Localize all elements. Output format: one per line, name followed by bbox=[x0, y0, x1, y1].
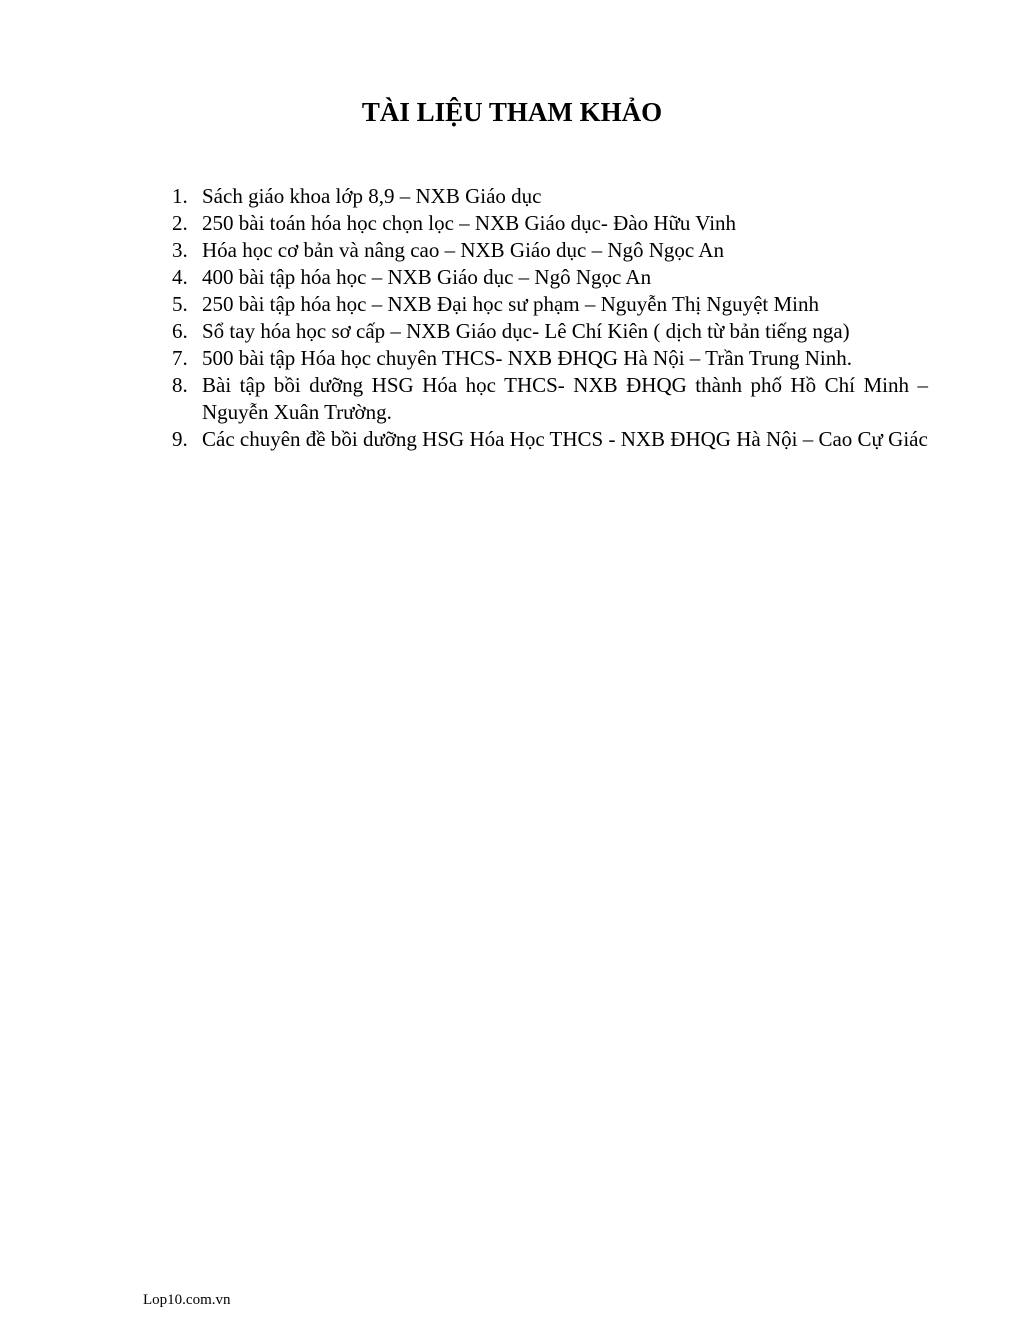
reference-text: 250 bài toán hóa học chọn lọc – NXB Giáo dục- Đào Hữu Vinh bbox=[202, 211, 737, 235]
reference-text: Sách giáo khoa lớp 8,9 – NXB Giáo dục bbox=[202, 184, 542, 208]
reference-number: 9. bbox=[172, 427, 188, 451]
reference-text: 400 bài tập hóa học – NXB Giáo dục – Ngô Ngọc An bbox=[202, 265, 652, 289]
reference-number: 3. bbox=[172, 238, 188, 262]
reference-item bbox=[172, 264, 928, 291]
reference-item bbox=[172, 426, 928, 453]
reference-item bbox=[172, 318, 928, 345]
reference-number: 6. bbox=[172, 319, 188, 343]
reference-item bbox=[172, 345, 928, 372]
reference-number: 5. bbox=[172, 292, 188, 316]
reference-item bbox=[172, 372, 928, 426]
footer-source: Lop10.com.vn bbox=[143, 1292, 231, 1308]
page-title: TÀI LIỆU THAM KHẢO bbox=[361, 97, 663, 127]
reference-text: Các chuyên đề bồi dưỡng HSG Hóa Học THCS - NXB ĐHQG Hà Nội – Cao Cự Giác bbox=[202, 427, 928, 451]
reference-number: 7. bbox=[172, 346, 188, 370]
reference-list bbox=[172, 183, 928, 453]
reference-text: 500 bài tập Hóa học chuyên THCS- NXB ĐHQG Hà Nội – Trần Trung Ninh. bbox=[202, 346, 853, 370]
reference-number: 1. bbox=[172, 184, 188, 208]
reference-number: 4. bbox=[172, 265, 188, 289]
reference-text: Hóa học cơ bản và nâng cao – NXB Giáo dục – Ngô Ngọc An bbox=[202, 238, 724, 262]
reference-item bbox=[172, 210, 928, 237]
reference-item bbox=[172, 183, 928, 210]
reference-text: 250 bài tập hóa học – NXB Đại học sư phạm – Nguyễn Thị Nguyệt Minh bbox=[202, 292, 819, 316]
reference-item bbox=[172, 237, 928, 264]
reference-text: Sổ tay hóa học sơ cấp – NXB Giáo dục- Lê Chí Kiên ( dịch từ bản tiếng nga) bbox=[202, 319, 850, 343]
reference-text: Bài tập bồi dưỡng HSG Hóa học THCS- NXB ĐHQG thành phố Hồ Chí Minh – Nguyễn Xuân Trường. bbox=[202, 373, 928, 424]
reference-item bbox=[172, 291, 928, 318]
reference-number: 8. bbox=[172, 373, 188, 397]
reference-number: 2. bbox=[172, 211, 188, 235]
